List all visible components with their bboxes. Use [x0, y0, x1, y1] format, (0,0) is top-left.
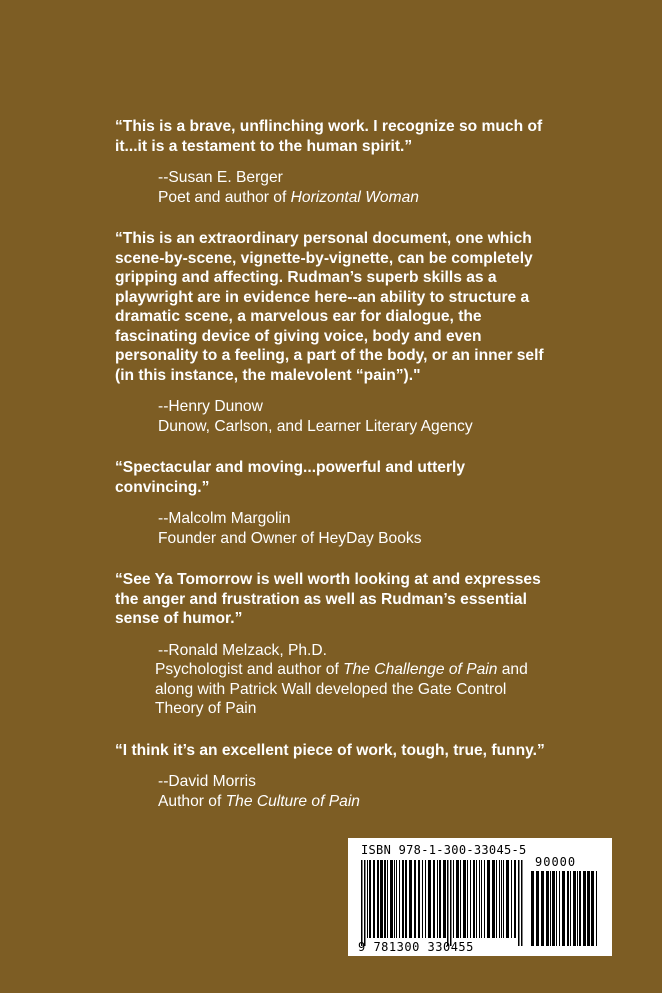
barcode-bar [501, 860, 502, 938]
endorser-name: --Henry Dunow [158, 398, 263, 415]
barcode-bar [418, 860, 420, 938]
barcode-bar [377, 860, 379, 938]
barcode-bar [369, 860, 371, 938]
barcode-guard-bar [450, 860, 452, 946]
barcode-bar [422, 860, 423, 938]
endorser-name: --Susan E. Berger [158, 169, 283, 186]
barcode-bar [387, 860, 388, 938]
barcode-bar [506, 860, 509, 938]
barcode-bar [402, 860, 404, 938]
barcode-bar [367, 860, 368, 938]
barcode-guard-bar [447, 860, 449, 946]
barcode-guard-bar [518, 860, 520, 946]
barcode-bar [514, 860, 516, 938]
barcode-bar [384, 860, 386, 938]
endorser-role: Psychologist and author of The Challenge of Pain and along with Patrick Wall developed the Gate Control Theory of Pain [155, 661, 528, 717]
barcode-bar [570, 871, 571, 946]
barcode-bar [577, 871, 578, 946]
barcode-bar [536, 871, 539, 946]
barcode-bar [476, 860, 477, 938]
barcode-bar [437, 860, 438, 938]
endorser-role: Dunow, Carlson, and Learner Literary Agency [158, 417, 473, 435]
endorsement-melzack [115, 570, 545, 719]
barcode-bar [467, 860, 468, 938]
barcode-bar [453, 860, 454, 938]
barcode-bar [470, 860, 471, 938]
barcode-bar [439, 860, 441, 938]
barcode-guard-bar [521, 860, 523, 946]
barcode-bar [552, 871, 555, 946]
barcode-bar [583, 871, 586, 946]
endorsement-dunow [115, 229, 545, 436]
barcode-bar [456, 860, 459, 938]
barcode-bar [409, 860, 412, 938]
endorsement-quote: “Spectacular and moving...powerful and utterly convincing.” [115, 459, 466, 496]
barcode-bar [562, 871, 565, 946]
endorser-name: --Ronald Melzack, Ph.D. [158, 641, 327, 659]
endorser-role: Poet and author of Horizontal Woman [158, 188, 419, 206]
addon-digits: 90000 [535, 855, 577, 869]
book-title: The Culture of Pain [225, 792, 360, 810]
barcode-bar [399, 860, 400, 938]
barcode-bar [405, 860, 407, 938]
barcode-bar [550, 871, 551, 946]
barcode-bar [492, 860, 495, 938]
endorser-name: --David Morris [158, 773, 256, 790]
endorsement-quote: “This is a brave, unflinching work. I recognize so much of it...it is a testament to the human spirit.” [115, 118, 543, 155]
barcode-guard-bar [361, 860, 363, 946]
endorsement-attribution [158, 397, 545, 436]
book-title: Horizontal Woman [290, 188, 419, 206]
barcode-bar [559, 871, 560, 946]
barcode-bar [531, 871, 534, 946]
barcode-bar [463, 860, 466, 938]
barcode-bar [546, 871, 549, 946]
barcode-bar [373, 860, 375, 938]
barcode-bar [479, 860, 480, 938]
endorsement-attribution [158, 772, 545, 811]
book-title: The Challenge of Pain [343, 661, 498, 678]
endorsement-attribution [155, 641, 545, 719]
endorser-role: Founder and Owner of HeyDay Books [158, 529, 422, 547]
barcode-bar [541, 871, 544, 946]
barcode-bar [511, 860, 512, 938]
barcode-bar [460, 860, 461, 938]
barcode-bar [579, 871, 581, 946]
endorsement-attribution [158, 168, 545, 207]
barcode-bar [596, 871, 597, 946]
barcode-bar [499, 860, 500, 938]
barcode-bar [433, 860, 435, 938]
barcode-bar [380, 860, 383, 938]
endorsement-attribution [158, 509, 545, 548]
isbn-barcode [348, 838, 612, 956]
barcode-bar [487, 860, 490, 938]
barcode-bar [591, 871, 594, 946]
endorser-role: Author of The Culture of Pain [158, 792, 360, 810]
barcode-bar [414, 860, 416, 938]
endorsement-morris [115, 741, 545, 812]
isbn-label: ISBN 978-1-300-33045-5 [361, 843, 527, 857]
barcode-bar [573, 871, 576, 946]
endorsement-margolin [115, 458, 545, 548]
barcode-bar [481, 860, 482, 938]
barcode-bar [396, 860, 397, 938]
barcode-bar [443, 860, 446, 938]
endorsement-quote: “This is an extraordinary personal document, one which scene-by-scene, vignette-by-vignette, can be completely gripping and affecting. Rudman’s superb skills as a playwright are in evidence here--an ability to structure a dramatic scene, a marvelous ear for dialogue, the fascinating device of giving voice, body and even personality to a feeling, a part of the body, or an inner self (in this instance, the malevolent “pain”)." [115, 230, 544, 384]
barcode-bar [390, 860, 393, 938]
barcode-bar [503, 860, 504, 938]
endorser-name: --Malcolm Margolin [158, 510, 291, 527]
barcode-bar [425, 860, 426, 938]
barcode-bar [587, 871, 590, 946]
barcode-guard-bar [364, 860, 366, 946]
endorsement-quote: “I think it’s an excellent piece of work, tough, true, funny.” [115, 741, 545, 759]
endorsement-berger [115, 117, 545, 207]
endorsement-quote: “See Ya Tomorrow is well worth looking at and expresses the anger and frustration as well as Rudman’s essential sense of humor.” [115, 571, 541, 627]
barcode-bar [394, 860, 395, 938]
ean-digits: 9 781300 330455 [358, 940, 474, 954]
barcode-bar [556, 871, 557, 946]
barcode-bar [496, 860, 497, 938]
barcode-bar [484, 860, 485, 938]
barcode-bar [473, 860, 475, 938]
endorsements [115, 117, 545, 831]
barcode-bar [567, 871, 569, 946]
barcode-bar [428, 860, 431, 938]
